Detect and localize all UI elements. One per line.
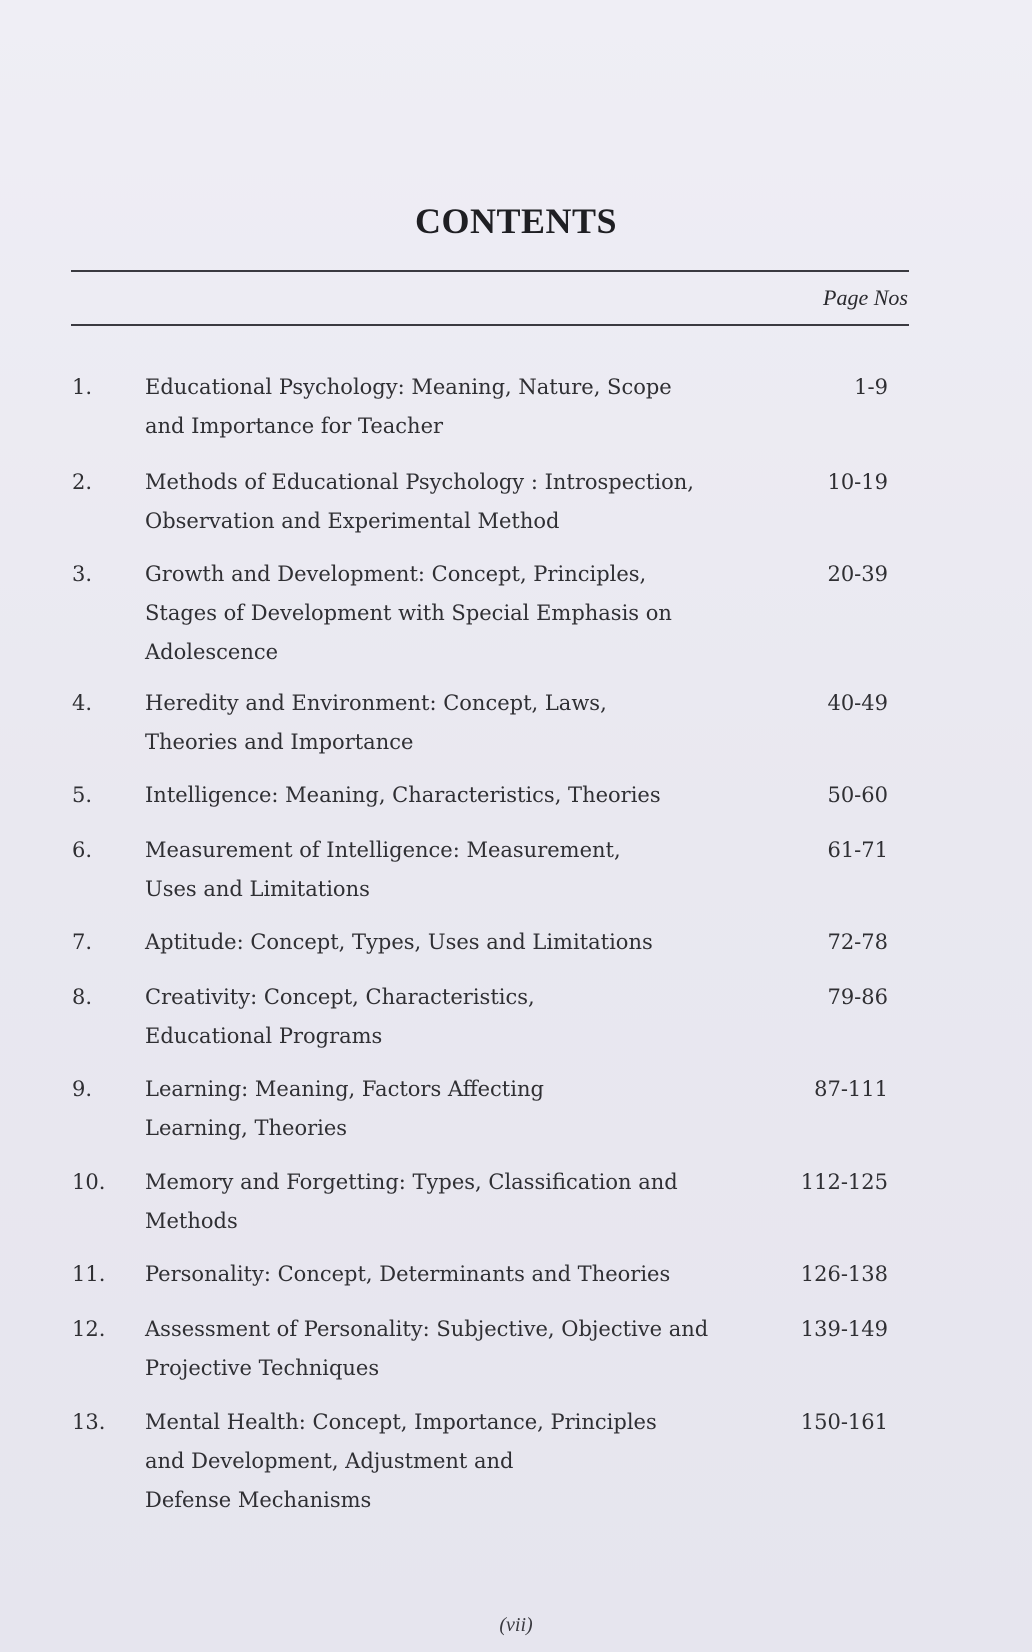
entry-title-line: Observation and Experimental Method — [145, 509, 560, 533]
entry-title — [145, 368, 765, 446]
entry-number: 6. — [72, 838, 93, 862]
entry-title-line: Theories and Importance — [145, 730, 414, 754]
entry-title — [145, 831, 765, 909]
entry-number: 8. — [72, 985, 93, 1009]
entry-number: 3. — [72, 562, 93, 586]
entry-page-range: 72-78 — [827, 930, 888, 954]
entry-title-line: Educational Psychology: Meaning, Nature, Scope — [145, 375, 672, 399]
entry-title-line: and Importance for Teacher — [145, 414, 444, 438]
entry-title-line: Learning: Meaning, Factors Affecting — [145, 1077, 544, 1101]
entry-title — [145, 923, 765, 962]
entry-title-line: Aptitude: Concept, Types, Uses and Limitations — [145, 930, 653, 954]
entry-title-line: Adolescence — [145, 640, 279, 664]
entry-title-line: Intelligence: Meaning, Characteristics, Theories — [145, 783, 661, 807]
entry-title-line: Methods of Educational Psychology : Introspection, — [145, 470, 694, 494]
entry-title-line: Creativity: Concept, Characteristics, — [145, 985, 535, 1009]
bottom-rule — [71, 324, 909, 326]
page-nos-header: Page Nos — [823, 285, 908, 310]
entry-title-line: Assessment of Personality: Subjective, Objective and — [145, 1317, 709, 1341]
entry-title-line: Educational Programs — [145, 1024, 383, 1048]
entry-number: 9. — [72, 1077, 93, 1101]
entry-page-range: 1-9 — [854, 375, 888, 399]
entry-number: 7. — [72, 930, 93, 954]
entry-title-line: Growth and Development: Concept, Principles, — [145, 562, 647, 586]
entry-page-range: 150-161 — [800, 1410, 888, 1434]
entry-number: 5. — [72, 783, 93, 807]
entry-title — [145, 1070, 765, 1148]
entry-page-range: 61-71 — [827, 838, 888, 862]
entry-page-range: 79-86 — [827, 985, 888, 1009]
page-title: CONTENTS — [414, 201, 618, 241]
entry-title-line: and Development, Adjustment and — [145, 1449, 514, 1473]
entry-title-line: Projective Techniques — [145, 1356, 380, 1380]
entry-title-line: Heredity and Environment: Concept, Laws, — [145, 691, 607, 715]
entry-title — [145, 1255, 765, 1294]
entry-page-range: 20-39 — [827, 562, 888, 586]
entry-number: 2. — [72, 470, 93, 494]
entry-page-range: 126-138 — [800, 1262, 888, 1286]
entry-title-line: Mental Health: Concept, Importance, Principles — [145, 1410, 657, 1434]
entry-title-line: Personality: Concept, Determinants and Theories — [145, 1262, 671, 1286]
entry-title — [145, 684, 765, 762]
entry-title-line: Memory and Forgetting: Types, Classification and — [145, 1170, 678, 1194]
entry-number: 12. — [72, 1317, 106, 1341]
entry-page-range: 10-19 — [827, 470, 888, 494]
entry-title-line: Measurement of Intelligence: Measurement, — [145, 838, 621, 862]
entry-title-line: Uses and Limitations — [145, 877, 370, 901]
entry-number: 11. — [72, 1262, 106, 1286]
entry-number: 13. — [72, 1410, 106, 1434]
entry-page-range: 40-49 — [827, 691, 888, 715]
entry-title-line: Defense Mechanisms — [145, 1488, 372, 1512]
top-rule — [71, 270, 909, 272]
page-number-footer: (vii) — [499, 1614, 533, 1636]
entry-number: 10. — [72, 1170, 106, 1194]
entry-title — [145, 1310, 765, 1388]
entry-title — [145, 1163, 765, 1241]
entry-title-line: Stages of Development with Special Emphasis on — [145, 601, 672, 625]
entry-title — [145, 978, 765, 1056]
entry-page-range: 139-149 — [800, 1317, 888, 1341]
entry-title — [145, 776, 765, 815]
entry-title — [145, 1403, 765, 1520]
entry-number: 1. — [72, 375, 93, 399]
entry-title — [145, 555, 765, 672]
entry-title-line: Methods — [145, 1209, 238, 1233]
entry-title — [145, 463, 765, 541]
entry-number: 4. — [72, 691, 93, 715]
entry-page-range: 87-111 — [814, 1077, 888, 1101]
entry-page-range: 50-60 — [827, 783, 888, 807]
entry-title-line: Learning, Theories — [145, 1116, 348, 1140]
entry-page-range: 112-125 — [800, 1170, 888, 1194]
